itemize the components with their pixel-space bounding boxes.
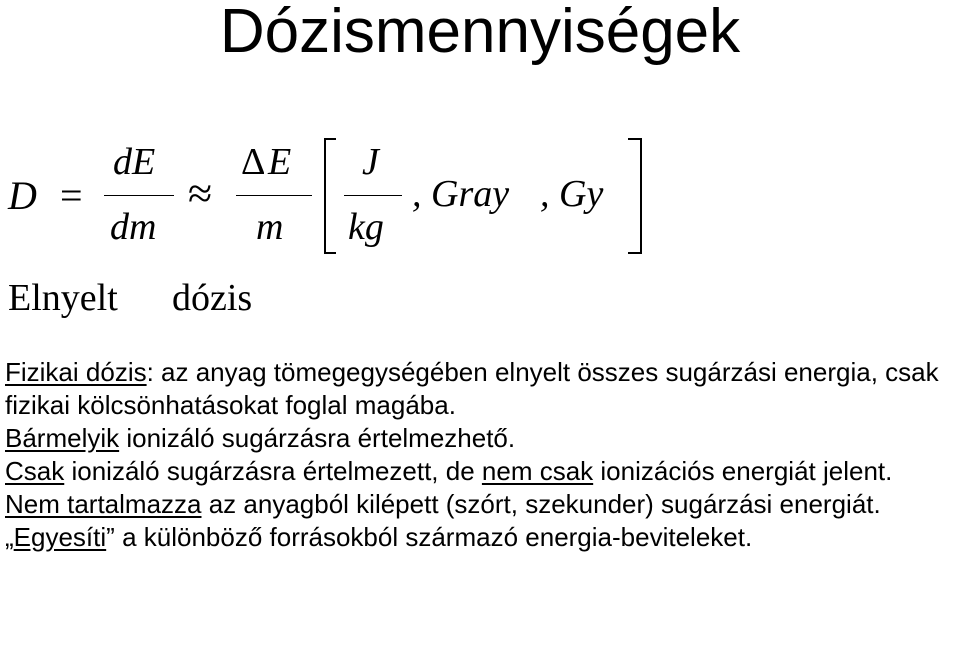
- left-bracket-bottom: [324, 252, 336, 254]
- fraction1-numerator: dE: [113, 141, 156, 183]
- term-barmelyik: Bármelyik: [5, 423, 120, 453]
- unit-denominator: kg: [348, 206, 384, 248]
- term-nem-csak: nem csak: [481, 456, 594, 486]
- paragraph-text: a különböző forrásokból származó energia-beviteleket.: [114, 522, 753, 552]
- delta-symbol: Δ: [241, 141, 266, 183]
- term-csak: Csak: [5, 456, 65, 486]
- paragraph-text: ionizációs energiát jelent.: [593, 456, 893, 486]
- page-title: Dózismennyiségek: [219, 0, 741, 66]
- unit-numerator: J: [362, 141, 379, 183]
- fraction2-numerator: E: [268, 141, 292, 183]
- paragraph-text: ionizáló sugárzásra értelmezhető.: [119, 423, 516, 453]
- right-bracket: [640, 138, 642, 254]
- term-egyesiti: Egyesíti: [13, 522, 107, 552]
- fraction2-bar: [236, 195, 312, 196]
- term-fizikai-dozis: Fizikai dózis: [5, 357, 147, 387]
- label-dozis: dózis: [172, 277, 253, 319]
- right-bracket-top: [628, 138, 640, 140]
- close-quote: ”: [106, 522, 115, 552]
- right-bracket-bottom: [628, 252, 640, 254]
- formula-equals: =: [60, 173, 83, 218]
- formula-lhs: D: [8, 173, 37, 218]
- description-text: [5, 356, 957, 554]
- unit-gray: , Gray: [412, 173, 510, 215]
- fraction2-denominator: m: [256, 206, 284, 248]
- unit-gy: , Gy: [540, 173, 604, 215]
- paragraph-text: az anyagból kilépett (szórt, szekunder) sugárzási energiát.: [201, 489, 881, 519]
- left-bracket: [324, 138, 326, 254]
- paragraph-physical-dose: [5, 356, 957, 422]
- paragraph-combines: [5, 521, 957, 554]
- fraction1-denominator: dm: [110, 206, 157, 248]
- label-elnyelt: Elnyelt: [8, 277, 118, 319]
- paragraph-text: ionizáló sugárzásra értelmezett, de: [64, 456, 482, 486]
- term-nem-tartalmazza: Nem tartalmazza: [5, 489, 202, 519]
- fraction1-bar: [104, 195, 174, 196]
- open-quote: „: [5, 522, 14, 552]
- approx-sign: ≈: [188, 169, 213, 218]
- paragraph-only-ionizing: [5, 455, 957, 488]
- unit-fraction-bar: [344, 195, 402, 196]
- paragraph-not-included: [5, 488, 957, 521]
- left-bracket-top: [324, 138, 336, 140]
- paragraph-text: : az anyag tömegegységében elnyelt összes sugárzási energia, csak fizikai kölcsönhatásokat foglal magába.: [5, 357, 939, 420]
- paragraph-any-radiation: [5, 422, 957, 455]
